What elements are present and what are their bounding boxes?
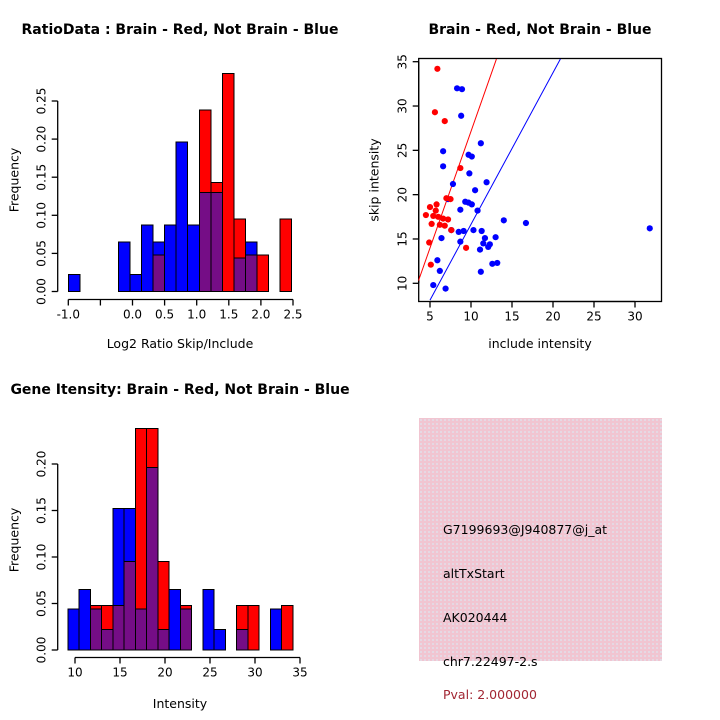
plot-box bbox=[419, 59, 662, 302]
y-tick-label: 30 bbox=[395, 98, 410, 114]
pval-text: Pval: 2.000000 bbox=[443, 687, 537, 702]
scatter-point-red bbox=[463, 245, 469, 251]
histogram-bar-blue bbox=[141, 225, 153, 291]
scatter-point-blue bbox=[440, 148, 446, 154]
scatter-point-blue bbox=[434, 257, 440, 263]
x-tick-label: 15 bbox=[504, 309, 520, 324]
scatter-point-red bbox=[433, 208, 439, 214]
scatter-point-blue bbox=[478, 269, 484, 275]
scatter-point-red bbox=[429, 221, 435, 227]
panel-probe-info bbox=[360, 360, 720, 720]
panel-ratio-histogram bbox=[0, 0, 360, 360]
chromosome-text: chr7.22497-2.s bbox=[443, 654, 538, 669]
y-tick-label: 0.05 bbox=[34, 240, 49, 267]
histogram-bar-red bbox=[280, 219, 292, 291]
histogram-bar-overlap bbox=[199, 192, 211, 291]
scatter-point-blue bbox=[472, 187, 478, 193]
y-tick-label: 0.05 bbox=[34, 590, 49, 617]
scatter-point-blue bbox=[469, 201, 475, 207]
y-tick-label: 15 bbox=[395, 231, 410, 247]
scatter-title: Brain - Red, Not Brain - Blue bbox=[428, 22, 652, 38]
histogram-bar-blue bbox=[169, 590, 180, 650]
histogram-bar-blue bbox=[68, 275, 80, 292]
scatter-point-blue bbox=[461, 228, 467, 234]
scatter-point-red bbox=[442, 118, 448, 124]
y-tick-label: 0.20 bbox=[34, 450, 49, 478]
histogram-bar-red bbox=[282, 605, 293, 650]
y-tick-label: 25 bbox=[395, 142, 410, 158]
gene-histogram-plot bbox=[0, 360, 360, 720]
x-tick-label: 10 bbox=[67, 665, 83, 680]
y-tick-label: 35 bbox=[395, 54, 410, 70]
scatter-point-blue bbox=[487, 241, 493, 247]
x-tick-label: 5 bbox=[426, 309, 434, 324]
histogram-bar-blue bbox=[188, 225, 200, 291]
scatter-point-red bbox=[434, 66, 440, 72]
scatter-point-blue bbox=[469, 153, 475, 159]
scatter-point-red bbox=[445, 216, 451, 222]
histogram-bar-overlap bbox=[124, 562, 135, 650]
y-tick-label: 0.15 bbox=[34, 163, 49, 191]
gene-histogram-ylabel: Frequency bbox=[6, 507, 22, 573]
scatter-point-blue bbox=[450, 181, 456, 187]
scatter-point-blue bbox=[480, 240, 486, 246]
histogram-bar-blue bbox=[68, 609, 79, 650]
x-tick-label: 15 bbox=[112, 665, 128, 680]
x-tick-label: 0.5 bbox=[155, 307, 175, 322]
y-tick-label: 0.10 bbox=[34, 201, 49, 229]
histogram-bar-blue bbox=[130, 275, 142, 292]
histogram-bar-red bbox=[248, 605, 259, 650]
histogram-bar-blue bbox=[214, 630, 225, 650]
histogram-bar-blue bbox=[79, 590, 90, 650]
x-tick-label: 30 bbox=[627, 309, 643, 324]
y-tick-label: 0.00 bbox=[34, 278, 49, 305]
y-tick-label: 0.20 bbox=[34, 125, 49, 153]
scatter-plot bbox=[360, 0, 720, 360]
panel-intensity-scatter bbox=[360, 0, 720, 360]
ratio-histogram-plot bbox=[0, 0, 360, 360]
histogram-bar-overlap bbox=[102, 630, 113, 650]
ratio-histogram-ylabel: Frequency bbox=[6, 147, 22, 213]
histogram-bar-overlap bbox=[113, 605, 124, 650]
histogram-bar-blue bbox=[176, 142, 188, 291]
scatter-point-blue bbox=[647, 225, 653, 231]
scatter-point-blue bbox=[457, 207, 463, 213]
histogram-bar-blue bbox=[118, 242, 130, 292]
histogram-bar-overlap bbox=[234, 258, 246, 292]
histogram-bar-overlap bbox=[90, 609, 101, 650]
scatter-point-blue bbox=[459, 86, 465, 92]
scatter-point-blue bbox=[457, 239, 463, 245]
x-tick-label: 25 bbox=[202, 665, 218, 680]
x-tick-label: 35 bbox=[292, 665, 308, 680]
histogram-bar-red bbox=[222, 74, 234, 292]
scatter-point-red bbox=[426, 239, 432, 245]
x-tick-label: 1.0 bbox=[187, 307, 207, 322]
x-tick-label: 0.0 bbox=[122, 307, 143, 322]
y-tick-label: 20 bbox=[395, 187, 410, 203]
accession-text: AK020444 bbox=[443, 610, 508, 625]
red-fit-line bbox=[419, 59, 497, 281]
x-tick-label: -1.0 bbox=[56, 307, 81, 322]
scatter-point-blue bbox=[483, 179, 489, 185]
histogram-bar-overlap bbox=[211, 192, 223, 291]
x-tick-label: 20 bbox=[157, 665, 173, 680]
probe-id-text: G7199693@J940877@j_at bbox=[443, 522, 608, 537]
histogram-bar-red bbox=[257, 255, 269, 292]
scatter-point-blue bbox=[523, 220, 529, 226]
scatter-point-red bbox=[447, 196, 453, 202]
histogram-bar-overlap bbox=[135, 609, 146, 650]
scatter-point-blue bbox=[474, 208, 480, 214]
scatter-xlabel: include intensity bbox=[488, 336, 592, 351]
scatter-point-blue bbox=[482, 235, 488, 241]
scatter-point-blue bbox=[440, 163, 446, 169]
histogram-bar-overlap bbox=[237, 630, 248, 650]
ratio-histogram-title: RatioData : Brain - Red, Not Brain - Blue bbox=[21, 22, 339, 38]
splice-type-text: altTxStart bbox=[443, 566, 505, 581]
scatter-point-red bbox=[423, 212, 429, 218]
x-tick-label: 20 bbox=[545, 309, 561, 324]
gene-histogram-xlabel: Intensity bbox=[152, 696, 208, 711]
scatter-point-red bbox=[428, 262, 434, 268]
x-tick-label: 2.0 bbox=[251, 307, 271, 322]
scatter-point-red bbox=[433, 201, 439, 207]
x-tick-label: 2.5 bbox=[283, 307, 303, 322]
scatter-point-blue bbox=[430, 282, 436, 288]
scatter-point-blue bbox=[489, 261, 495, 267]
scatter-point-red bbox=[427, 204, 433, 210]
gene-histogram-title: Gene Itensity: Brain - Red, Not Brain - Blue bbox=[10, 382, 350, 398]
y-tick-label: 10 bbox=[395, 275, 410, 291]
scatter-point-red bbox=[448, 227, 454, 233]
scatter-point-red bbox=[457, 165, 463, 171]
x-tick-label: 30 bbox=[247, 665, 263, 680]
scatter-ylabel: skip intensity bbox=[366, 138, 382, 222]
histogram-bar-overlap bbox=[153, 255, 165, 292]
scatter-point-blue bbox=[466, 170, 472, 176]
histogram-bar-overlap bbox=[180, 609, 191, 650]
histogram-bar-blue bbox=[165, 225, 177, 291]
ratio-histogram-xlabel: Log2 Ratio Skip/Include bbox=[106, 336, 254, 351]
histogram-bar-overlap bbox=[245, 255, 257, 292]
scatter-point-blue bbox=[479, 228, 485, 234]
x-tick-label: 1.5 bbox=[219, 307, 239, 322]
scatter-point-blue bbox=[477, 247, 483, 253]
y-tick-label: 0.00 bbox=[34, 636, 49, 664]
scatter-point-blue bbox=[442, 286, 448, 292]
histogram-bar-blue bbox=[270, 609, 281, 650]
y-tick-label: 0.25 bbox=[34, 87, 49, 115]
y-tick-label: 0.15 bbox=[34, 497, 49, 524]
panel-gene-intensity-histogram bbox=[0, 360, 360, 720]
histogram-bar-blue bbox=[203, 590, 214, 650]
histogram-bar-overlap bbox=[158, 630, 169, 650]
scatter-point-blue bbox=[478, 140, 484, 146]
scatter-point-blue bbox=[438, 235, 444, 241]
probe-info-box bbox=[419, 418, 662, 702]
scatter-point-red bbox=[432, 109, 438, 115]
histogram-bar-overlap bbox=[147, 468, 158, 650]
x-tick-label: 10 bbox=[463, 309, 479, 324]
x-tick-label: 25 bbox=[586, 309, 602, 324]
y-tick-label: 0.10 bbox=[34, 543, 49, 571]
scatter-point-blue bbox=[458, 113, 464, 119]
scatter-point-red bbox=[442, 223, 448, 229]
scatter-point-blue bbox=[437, 268, 443, 274]
scatter-point-blue bbox=[501, 217, 507, 223]
scatter-point-blue bbox=[493, 234, 499, 240]
scatter-point-blue bbox=[470, 227, 476, 233]
